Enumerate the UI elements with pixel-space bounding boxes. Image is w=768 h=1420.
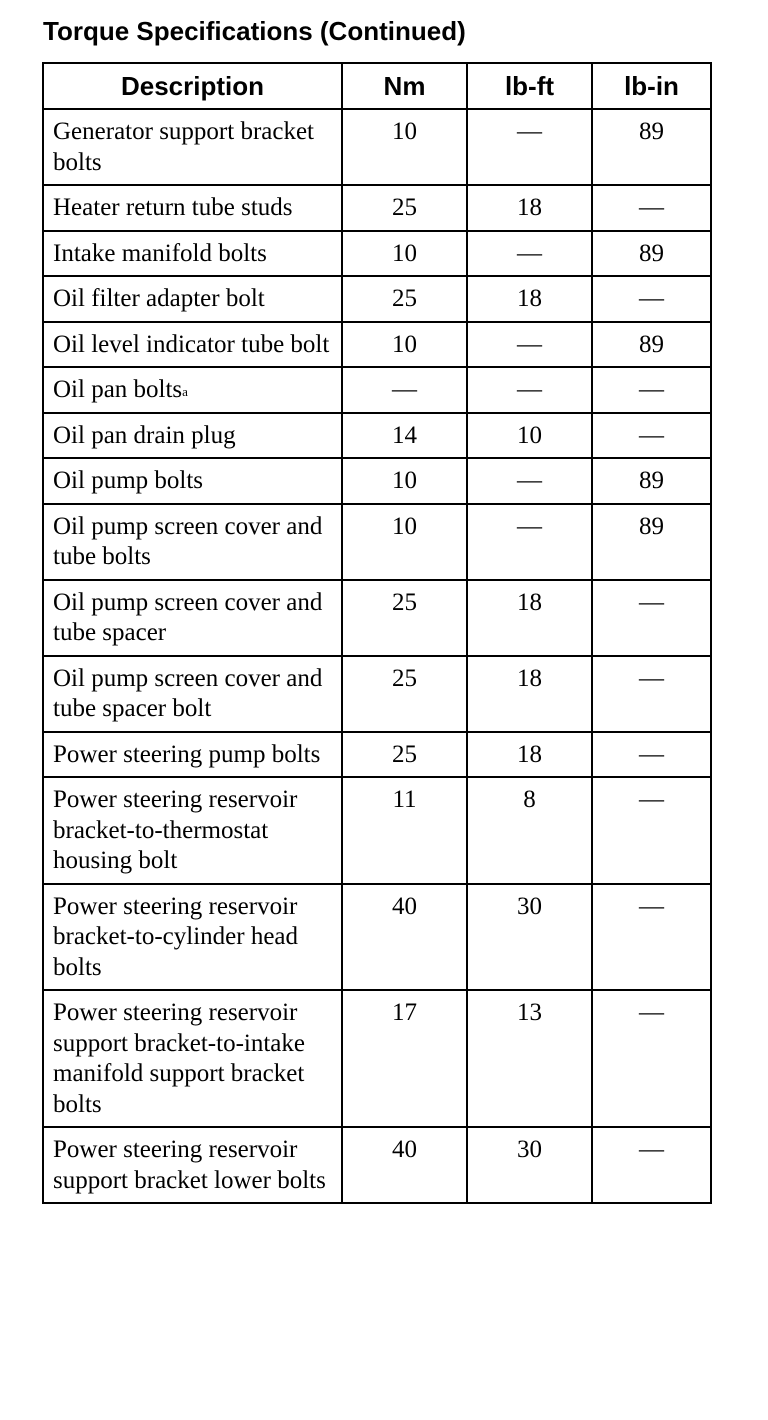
column-header-description: Description xyxy=(43,63,342,109)
lbin-cell: — xyxy=(592,732,711,778)
nm-cell: 25 xyxy=(342,276,467,322)
table-row xyxy=(43,732,711,778)
table-row xyxy=(43,322,711,368)
description-cell: Generator support bracket bolts xyxy=(43,109,342,185)
column-header-lbft: lb-ft xyxy=(467,63,592,109)
table-row xyxy=(43,884,711,991)
lbin-cell: — xyxy=(592,656,711,732)
description-cell: Oil pump screen cover and tube bolts xyxy=(43,504,342,580)
lbin-cell: — xyxy=(592,367,711,413)
description-cell: Oil filter adapter bolt xyxy=(43,276,342,322)
table-row xyxy=(43,367,711,413)
table-row xyxy=(43,231,711,277)
nm-cell: 40 xyxy=(342,1127,467,1203)
lbft-cell: — xyxy=(467,367,592,413)
table-row xyxy=(43,777,711,884)
description-cell: Intake manifold bolts xyxy=(43,231,342,277)
description-cell: Oil pump screen cover and tube spacer bolt xyxy=(43,656,342,732)
nm-cell: 10 xyxy=(342,458,467,504)
description-cell: Power steering reservoir bracket-to-thermostat housing bolt xyxy=(43,777,342,884)
lbin-cell: — xyxy=(592,990,711,1127)
lbft-cell: — xyxy=(467,504,592,580)
lbin-cell: 89 xyxy=(592,458,711,504)
lbin-cell: — xyxy=(592,884,711,991)
table-row xyxy=(43,413,711,459)
lbin-cell: 89 xyxy=(592,504,711,580)
description-cell: Oil pump bolts xyxy=(43,458,342,504)
nm-cell: 25 xyxy=(342,656,467,732)
nm-cell: 10 xyxy=(342,231,467,277)
lbft-cell: 18 xyxy=(467,732,592,778)
column-header-lbin: lb-in xyxy=(592,63,711,109)
description-cell: Power steering reservoir support bracket-to-intake manifold support bracket bolts xyxy=(43,990,342,1127)
lbft-cell: 18 xyxy=(467,185,592,231)
lbin-cell: — xyxy=(592,276,711,322)
lbin-cell: — xyxy=(592,413,711,459)
table-row xyxy=(43,504,711,580)
lbft-cell: 18 xyxy=(467,276,592,322)
lbft-cell: — xyxy=(467,458,592,504)
nm-cell: 25 xyxy=(342,185,467,231)
lbft-cell: — xyxy=(467,231,592,277)
description-cell: Power steering pump bolts xyxy=(43,732,342,778)
table-row xyxy=(43,1127,711,1203)
lbft-cell: 10 xyxy=(467,413,592,459)
table-row xyxy=(43,185,711,231)
lbft-cell: — xyxy=(467,322,592,368)
nm-cell: 40 xyxy=(342,884,467,991)
torque-spec-table xyxy=(42,62,712,1204)
lbft-cell: 18 xyxy=(467,580,592,656)
nm-cell: 25 xyxy=(342,732,467,778)
lbft-cell: — xyxy=(467,109,592,185)
description-cell: Heater return tube studs xyxy=(43,185,342,231)
lbin-cell: 89 xyxy=(592,322,711,368)
lbin-cell: — xyxy=(592,777,711,884)
page-title: Torque Specifications (Continued) xyxy=(43,16,466,46)
table-row xyxy=(43,580,711,656)
nm-cell: 11 xyxy=(342,777,467,884)
table-row xyxy=(43,656,711,732)
nm-cell: 10 xyxy=(342,109,467,185)
description-cell: Oil pump screen cover and tube spacer xyxy=(43,580,342,656)
lbin-cell: — xyxy=(592,1127,711,1203)
description-cell xyxy=(43,367,342,413)
nm-cell: 25 xyxy=(342,580,467,656)
column-header-nm: Nm xyxy=(342,63,467,109)
description-cell: Power steering reservoir bracket-to-cylinder head bolts xyxy=(43,884,342,991)
table-row xyxy=(43,458,711,504)
lbin-cell: 89 xyxy=(592,109,711,185)
nm-cell: — xyxy=(342,367,467,413)
lbin-cell: 89 xyxy=(592,231,711,277)
lbin-cell: — xyxy=(592,580,711,656)
lbft-cell: 30 xyxy=(467,1127,592,1203)
description-cell: Oil pan drain plug xyxy=(43,413,342,459)
nm-cell: 14 xyxy=(342,413,467,459)
table-row xyxy=(43,109,711,185)
footnote-marker: a xyxy=(182,384,188,399)
nm-cell: 10 xyxy=(342,322,467,368)
description-cell: Oil level indicator tube bolt xyxy=(43,322,342,368)
lbin-cell: — xyxy=(592,185,711,231)
lbft-cell: 13 xyxy=(467,990,592,1127)
description-text: Oil pan bolts xyxy=(53,376,183,403)
table-header-row xyxy=(43,63,711,109)
table-row xyxy=(43,990,711,1127)
nm-cell: 17 xyxy=(342,990,467,1127)
nm-cell: 10 xyxy=(342,504,467,580)
lbft-cell: 8 xyxy=(467,777,592,884)
lbft-cell: 18 xyxy=(467,656,592,732)
lbft-cell: 30 xyxy=(467,884,592,991)
description-cell: Power steering reservoir support bracket lower bolts xyxy=(43,1127,342,1203)
table-row xyxy=(43,276,711,322)
